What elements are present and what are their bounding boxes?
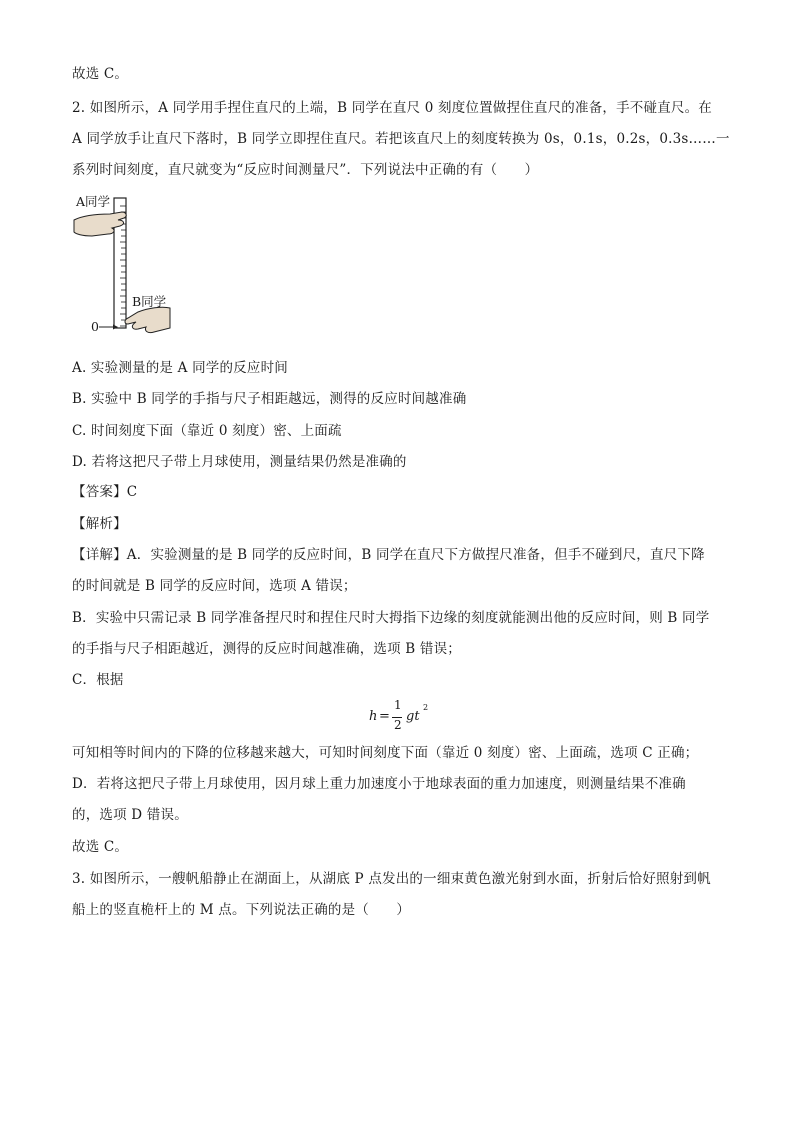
option-b: B. 实验中 B 同学的手指与尺子相距越远，测得的反应时间越准确 (72, 391, 467, 407)
formula-exponent: 2 (423, 703, 429, 712)
formula-denominator: 2 (394, 718, 402, 732)
explanation-b-line-1: B．实验中只需记录 B 同学准备捏尺时和捏住尺时大拇指下边缘的刻度就能测出他的反应时间，则 B 同学 (72, 610, 710, 626)
explanation-c-intro: C．根据 (72, 672, 124, 688)
option-c: C. 时间刻度下面（靠近 0 刻度）密、上面疏 (72, 423, 342, 439)
label-student-a: A同学 (76, 194, 111, 209)
label-student-b: B同学 (132, 294, 167, 309)
explanation-b-line-2: 的手指与尺子相距越近，测得的反应时间越准确，选项 B 错误； (72, 641, 462, 657)
explanation-a-line-1: 【详解】A．实验测量的是 B 同学的反应时间，B 同学在直尺下方做捏尺准备，但手不碰到尺，直尺下降 (72, 547, 705, 563)
option-a: A. 实验测量的是 A 同学的反应时间 (72, 360, 288, 376)
answer-line: 【答案】C (72, 484, 138, 500)
option-d: D. 若将这把尺子带上月球使用，测量结果仍然是准确的 (72, 454, 407, 470)
formula-rhs: gt (406, 709, 420, 724)
label-zero-mark: 0 (91, 319, 99, 334)
question-2-line-1: 2. 如图所示，A 同学用手捏住直尺的上端，B 同学在直尺 0 刻度位置做捏住直尺的准备，手不碰直尺。在 (72, 100, 712, 116)
explanation-d-line-2: 的，选项 D 错误。 (72, 807, 188, 823)
ruler-figure (72, 190, 192, 338)
hand-b-icon (125, 307, 170, 332)
question-3-line-1: 3. 如图所示，一艘帆船静止在湖面上，从湖底 P 点发出的一细束黄色激光射到水面，折射后恰好照射到帆 (72, 871, 711, 887)
analysis-heading: 【解析】 (72, 516, 127, 532)
ruler-illustration (72, 190, 192, 338)
free-fall-formula (369, 700, 439, 736)
text-line-conclusion-2: 故选 C。 (72, 839, 129, 855)
explanation-c-conclusion: 可知相等时间内的下降的位移越来越大，可知时间刻度下面（靠近 0 刻度）密、上面疏，选项 C 正确； (72, 745, 699, 761)
explanation-d-line-1: D．若将这把尺子带上月球使用，因月球上重力加速度小于地球表面的重力加速度，则测量结果不准确 (72, 776, 686, 792)
formula-lhs: h (369, 709, 378, 724)
formula-numerator: 1 (394, 698, 402, 712)
question-2-line-2: A 同学放手让直尺下落时，B 同学立即捏住直尺。若把该直尺上的刻度转换为 0s，0.1s，0.2s，0.3s……一 (72, 131, 730, 147)
explanation-a-line-2: 的时间就是 B 同学的反应时间，选项 A 错误； (72, 578, 357, 594)
text-line-conclusion-1: 故选 C。 (72, 66, 129, 82)
question-3-line-2: 船上的竖直桅杆上的 M 点。下列说法正确的是（ ） (72, 902, 411, 918)
formula-equals: = (379, 709, 390, 724)
question-2-line-3: 系列时间刻度，直尺就变为“反应时间测量尺”．下列说法中正确的有（ ） (72, 162, 539, 178)
